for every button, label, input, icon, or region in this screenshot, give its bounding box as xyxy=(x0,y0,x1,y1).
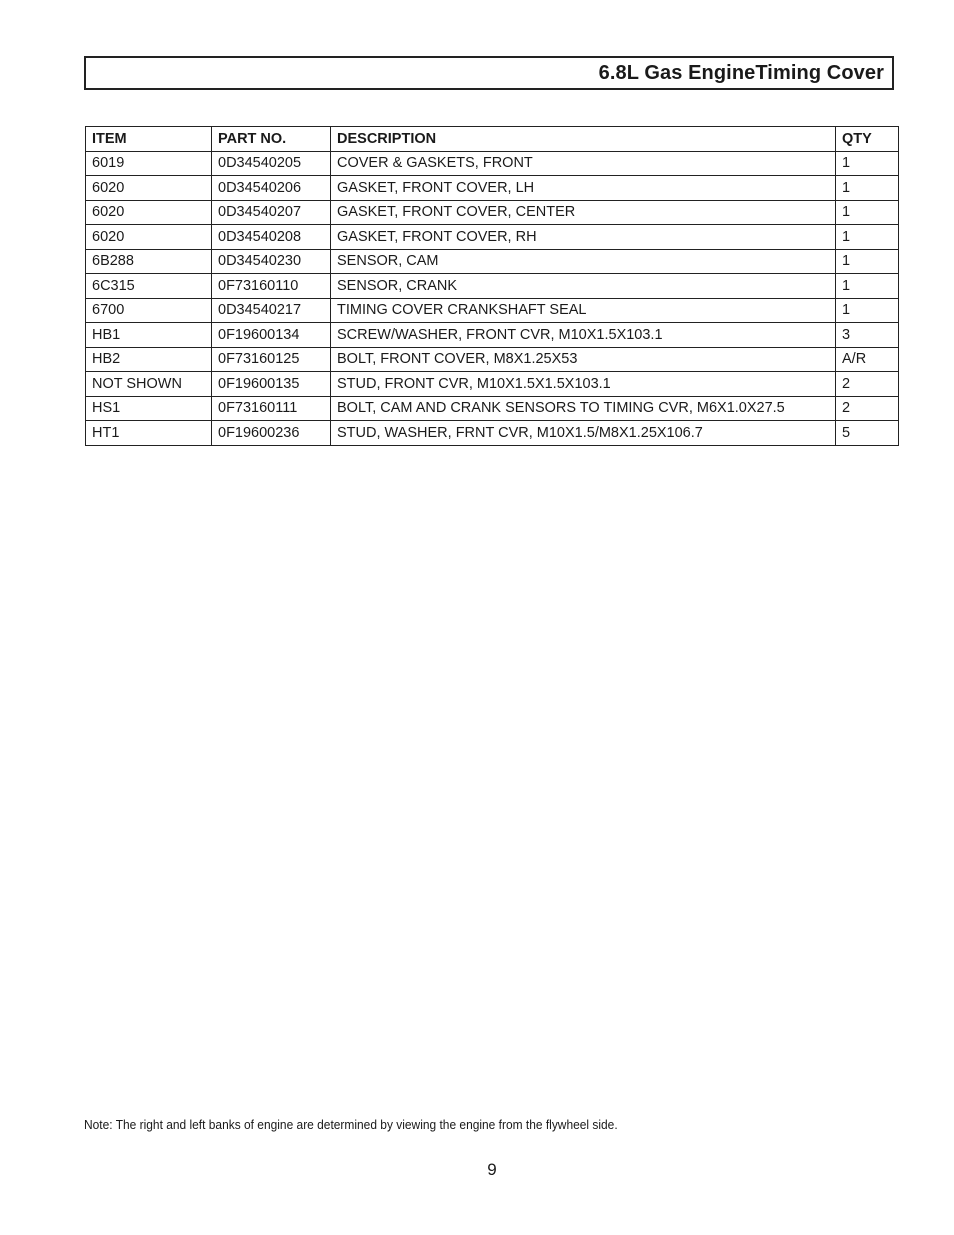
part-no-cell: 0D34540205 xyxy=(212,151,331,176)
item-cell: NOT SHOWN xyxy=(86,372,212,397)
item-cell: HT1 xyxy=(86,421,212,446)
column-header-description: DESCRIPTION xyxy=(331,127,836,152)
part-no-cell: 0D34540208 xyxy=(212,225,331,250)
table-row xyxy=(86,421,899,446)
description-cell: SENSOR, CRANK xyxy=(331,274,836,299)
description-cell: GASKET, FRONT COVER, LH xyxy=(331,176,836,201)
qty-cell: 1 xyxy=(836,151,899,176)
part-no-cell: 0F73160111 xyxy=(212,396,331,421)
item-cell: 6020 xyxy=(86,225,212,250)
column-header-item: ITEM xyxy=(86,127,212,152)
table-row xyxy=(86,249,899,274)
section-title-box xyxy=(84,56,894,90)
item-cell: 6020 xyxy=(86,176,212,201)
qty-cell: 5 xyxy=(836,421,899,446)
page-number: 9 xyxy=(487,1160,497,1179)
table-row xyxy=(86,323,899,348)
description-cell: STUD, FRONT CVR, M10X1.5X1.5X103.1 xyxy=(331,372,836,397)
table-row xyxy=(86,274,899,299)
table-row xyxy=(86,372,899,397)
table-row xyxy=(86,225,899,250)
part-no-cell: 0F19600135 xyxy=(212,372,331,397)
table-row xyxy=(86,298,899,323)
qty-cell: 2 xyxy=(836,396,899,421)
item-cell: HS1 xyxy=(86,396,212,421)
item-cell: 6019 xyxy=(86,151,212,176)
table-row xyxy=(86,396,899,421)
item-cell: 6700 xyxy=(86,298,212,323)
item-cell: 6020 xyxy=(86,200,212,225)
qty-cell: 1 xyxy=(836,225,899,250)
description-cell: TIMING COVER CRANKSHAFT SEAL xyxy=(331,298,836,323)
qty-cell: 1 xyxy=(836,298,899,323)
description-cell: SCREW/WASHER, FRONT CVR, M10X1.5X103.1 xyxy=(331,323,836,348)
column-header-qty: QTY xyxy=(836,127,899,152)
qty-cell: 3 xyxy=(836,323,899,348)
qty-cell: A/R xyxy=(836,347,899,372)
qty-cell: 2 xyxy=(836,372,899,397)
part-no-cell: 0D34540230 xyxy=(212,249,331,274)
item-cell: HB1 xyxy=(86,323,212,348)
footnote: Note: The right and left banks of engine are determined by viewing the engine from the flywheel side. xyxy=(84,1117,618,1132)
item-cell: HB2 xyxy=(86,347,212,372)
qty-cell: 1 xyxy=(836,274,899,299)
part-no-cell: 0F19600236 xyxy=(212,421,331,446)
table-body xyxy=(86,151,899,445)
description-cell: GASKET, FRONT COVER, CENTER xyxy=(331,200,836,225)
column-header-part-no: PART NO. xyxy=(212,127,331,152)
item-cell: 6B288 xyxy=(86,249,212,274)
description-cell: BOLT, CAM AND CRANK SENSORS TO TIMING CVR, M6X1.0X27.5 xyxy=(331,396,836,421)
qty-cell: 1 xyxy=(836,176,899,201)
table-row xyxy=(86,176,899,201)
description-cell: GASKET, FRONT COVER, RH xyxy=(331,225,836,250)
qty-cell: 1 xyxy=(836,249,899,274)
parts-table xyxy=(85,126,899,446)
part-no-cell: 0D34540207 xyxy=(212,200,331,225)
item-cell: 6C315 xyxy=(86,274,212,299)
qty-cell: 1 xyxy=(836,200,899,225)
part-no-cell: 0D34540217 xyxy=(212,298,331,323)
part-no-cell: 0F73160110 xyxy=(212,274,331,299)
part-no-cell: 0F19600134 xyxy=(212,323,331,348)
part-no-cell: 0D34540206 xyxy=(212,176,331,201)
table-header-row xyxy=(86,127,899,152)
table-row xyxy=(86,151,899,176)
description-cell: STUD, WASHER, FRNT CVR, M10X1.5/M8X1.25X106.7 xyxy=(331,421,836,446)
description-cell: COVER & GASKETS, FRONT xyxy=(331,151,836,176)
table-row xyxy=(86,347,899,372)
description-cell: SENSOR, CAM xyxy=(331,249,836,274)
page-title: 6.8L Gas EngineTiming Cover xyxy=(598,61,884,84)
part-no-cell: 0F73160125 xyxy=(212,347,331,372)
description-cell: BOLT, FRONT COVER, M8X1.25X53 xyxy=(331,347,836,372)
table-row xyxy=(86,200,899,225)
